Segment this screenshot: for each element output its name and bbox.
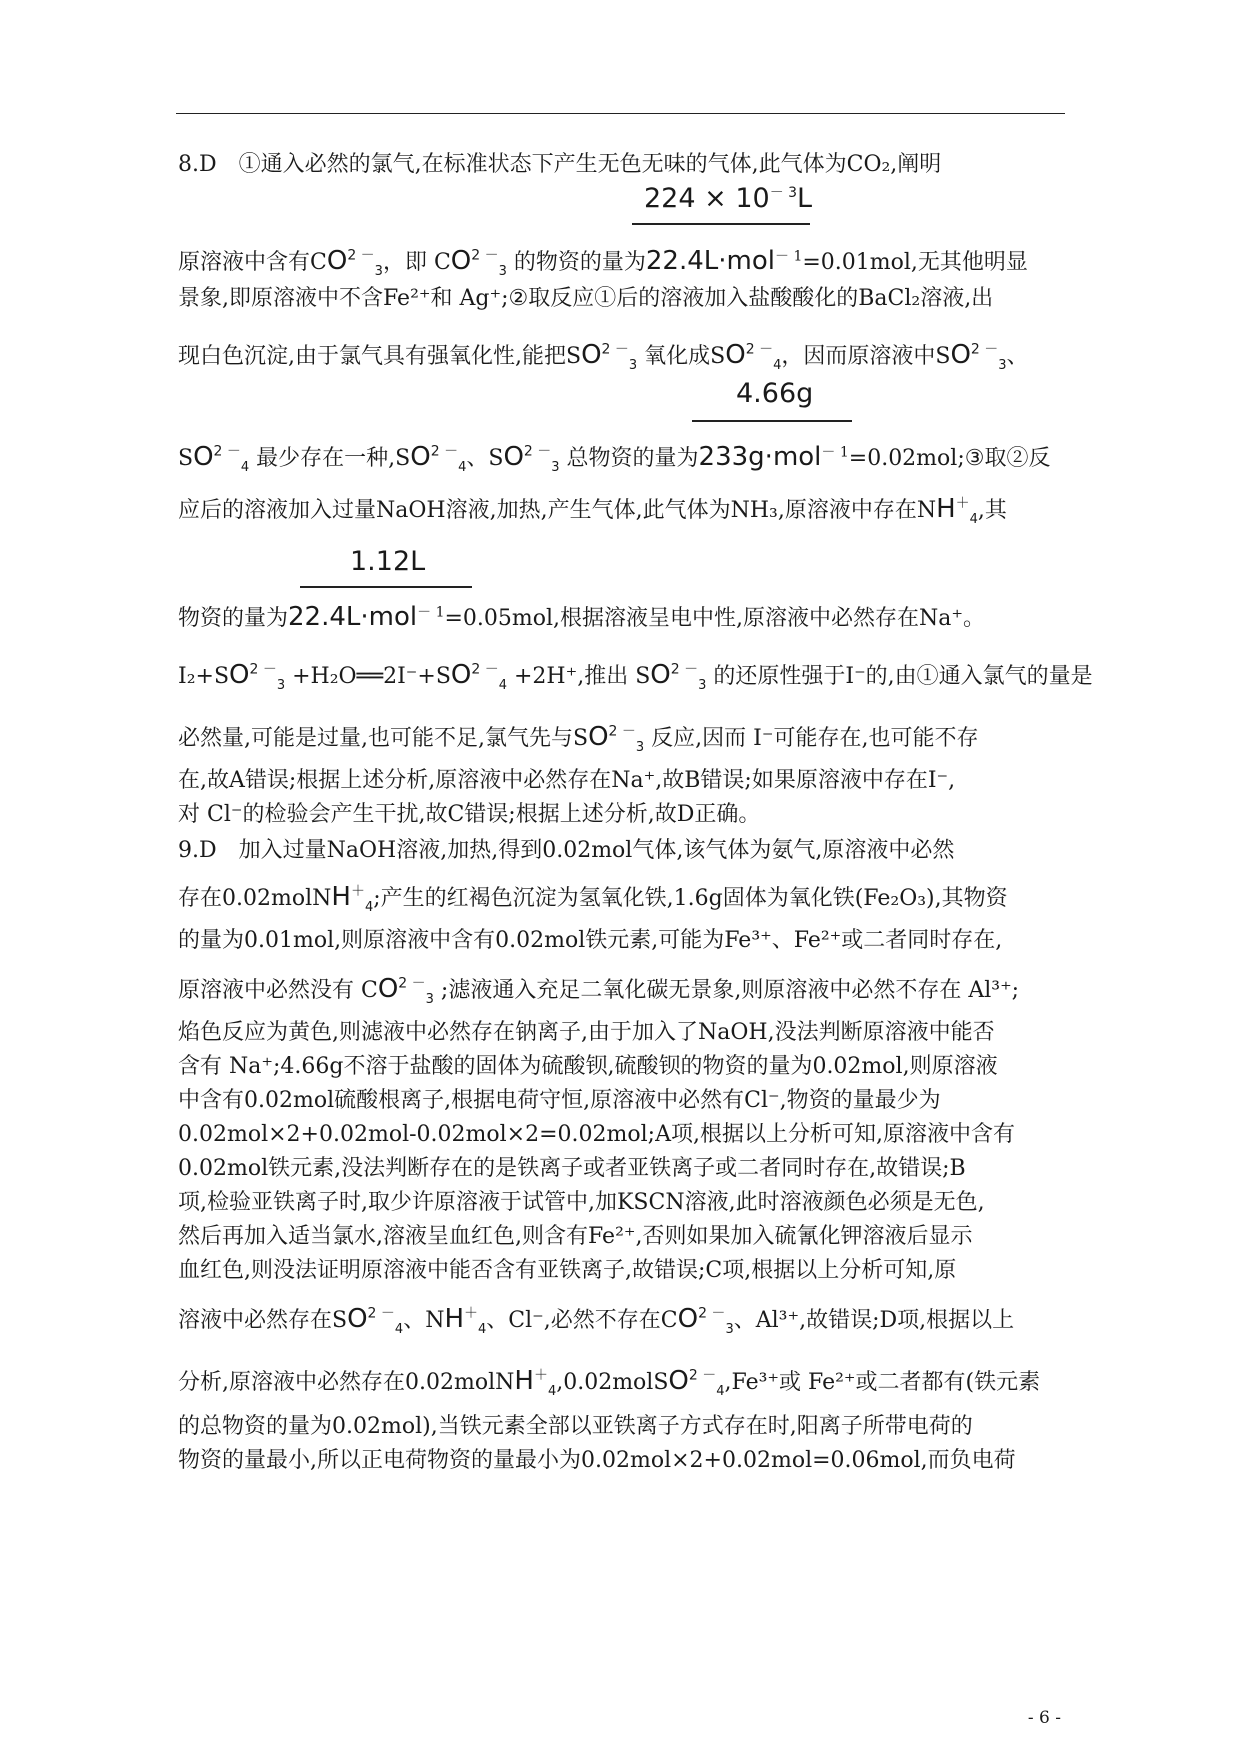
text-seg: 、S: [466, 446, 504, 471]
text-seg: 、: [1006, 344, 1029, 369]
ion-sub: 4: [364, 900, 374, 916]
ion-sub: 4: [547, 1384, 557, 1400]
ion-sub: 3: [374, 264, 383, 280]
p9-line-7: 中含有0.02mol硫酸根离子,根据电荷守恒,原溶液中必然有Cl⁻,物资的量最少为: [178, 1088, 941, 1113]
text-seg: +2H⁺,推出 S: [507, 664, 651, 689]
ion-charge: 2 －: [601, 341, 629, 358]
fraction-numerator: 4.66g: [736, 378, 814, 409]
p9-line-14: [178, 1366, 1040, 1398]
denominator-exp: － 1: [821, 444, 849, 461]
text-seg: 必然量,可能是过量,也可能不足,氯气先与S: [178, 726, 589, 751]
p8-line-1: 8.D ①通入必然的氯气,在标准状态下产生无色无味的气体,此气体为CO₂,阐明: [178, 152, 942, 177]
ion-sub: 4: [969, 512, 978, 528]
nh4-ion: [331, 882, 374, 916]
ion-sub: 3: [998, 358, 1007, 374]
p8-line-10: 在,故A错误;根据上述分析,原溶液中必然存在Na⁺,故B错误;如果原溶液中存在I⁻,: [178, 768, 956, 793]
text-seg: =0.01mol,无其他明显: [802, 250, 1028, 275]
text-seg: 分析,原溶液中必然存在0.02molN: [178, 1370, 515, 1395]
so4-ion: [725, 340, 782, 374]
co3-ion: [377, 974, 434, 1008]
ion-charge: ＋: [350, 883, 365, 900]
text-seg: +H₂O══2I⁻+S: [285, 664, 451, 689]
p8-line-2: [178, 246, 1028, 278]
p8-line-4: [178, 340, 1029, 372]
ion-charge: ＋: [955, 495, 970, 512]
ion-o: O: [377, 974, 399, 1004]
ion-h: H: [514, 1366, 534, 1396]
ion-charge: 2 －: [471, 661, 499, 678]
text-seg: 原溶液中含有C: [178, 250, 327, 275]
ion-charge: 2 －: [698, 1305, 726, 1322]
so4-ion: [347, 1304, 404, 1338]
text-seg: 、Al³⁺,故错误;D项,根据以上: [733, 1308, 1015, 1333]
ion-h: H: [444, 1304, 465, 1334]
p8-line-8: [178, 660, 1093, 692]
ion-sub: 3: [725, 1322, 734, 1338]
p9-line-13: [178, 1304, 1014, 1336]
fraction-denominator: 233g·mol: [698, 442, 822, 472]
text-seg: =0.05mol,根据溶液呈电中性,原溶液中必然存在Na⁺。: [444, 606, 986, 631]
ion-h: H: [936, 494, 956, 524]
fraction-bar: [632, 223, 810, 225]
ion-charge: 2 －: [745, 341, 774, 358]
ion-o: O: [326, 246, 348, 276]
nh4-ion: [444, 1304, 487, 1338]
text-seg: I₂+S: [178, 664, 230, 689]
ion-sub: 3: [628, 358, 638, 374]
co3-ion: [326, 246, 383, 280]
ion-sub: 3: [498, 264, 507, 280]
denominator-exp: － 1: [775, 248, 803, 265]
fraction-denominator: 22.4L·mol: [288, 602, 418, 632]
p9-line-3: 的量为0.01mol,则原溶液中含有0.02mol铁元素,可能为Fe³⁺、Fe²⁺或二者同时存在,: [178, 928, 1003, 953]
p9-line-1: 9.D 加入过量NaOH溶液,加热,得到0.02mol气体,该气体为氨气,原溶液中必然: [178, 838, 955, 863]
p8-line-9: [178, 722, 978, 754]
so3-ion: [588, 722, 645, 756]
co3-ion: [450, 246, 507, 280]
p9-line-5: 焰色反应为黄色,则滤液中必然存在钠离子,由于加入了NaOH,没法判断原溶液中能否: [178, 1020, 995, 1045]
p9-line-4: [178, 974, 1019, 1006]
p8-line-6: [178, 494, 1007, 526]
text-seg: 反应,因而 I⁻可能存在,也可能不存: [644, 726, 979, 751]
text-seg: 溶液中必然存在S: [178, 1308, 348, 1333]
ion-sub: 4: [478, 1322, 487, 1338]
text-seg: 应后的溶液加入过量NaOH溶液,加热,产生气体,此气体为NH₃,原溶液中存在N: [178, 498, 937, 523]
p9-line-8: 0.02mol×2+0.02mol-0.02mol×2=0.02mol;A项,根据以上分析可知,原溶液中含有: [178, 1122, 1015, 1147]
ion-sub: 4: [240, 460, 250, 476]
text-seg: 的还原性强于I⁻的,由①通入氯气的量是: [706, 664, 1093, 689]
fraction-denominator: 22.4L·mol: [645, 246, 775, 276]
ion-charge: 2 －: [608, 723, 636, 740]
so3-ion: [650, 660, 707, 694]
text-seg: 最少存在一种,S: [249, 446, 411, 471]
ion-charge: 2 －: [367, 1305, 395, 1322]
ion-o: O: [347, 1304, 368, 1334]
co3-ion: [677, 1304, 734, 1338]
ion-o: O: [503, 442, 524, 472]
ion-sub: 3: [276, 678, 286, 694]
text-seg: 、Cl⁻,必然不存在C: [486, 1308, 678, 1333]
so3-ion: [229, 660, 286, 694]
ion-charge: 2 －: [523, 443, 552, 460]
p9-line-10: 项,检验亚铁离子时,取少许原溶液于试管中,加KSCN溶液,此时溶液颜色必须是无色,: [178, 1190, 985, 1215]
ion-sub: 4: [394, 1322, 404, 1338]
text-seg: ，因而原溶液中S: [781, 344, 951, 369]
ion-charge: 2 －: [398, 975, 426, 992]
p9-line-15: 的总物资的量为0.02mol),当铁元素全部以亚铁离子方式存在时,阳离子所带电荷的: [178, 1414, 973, 1439]
fraction-bar: [300, 586, 472, 588]
p9-line-16: 物资的量最小,所以正电荷物资的量最小为0.02mol×2+0.02mol=0.06mol,而负电荷: [178, 1448, 1016, 1473]
text-seg: =0.02mol;③取②反: [848, 446, 1051, 471]
text-seg: 的物资的量为: [506, 250, 646, 275]
text-seg: 现白色沉淀,由于氯气具有强氧化性,能把S: [178, 344, 582, 369]
ion-sub: 4: [773, 358, 782, 374]
so3-ion: [581, 340, 638, 374]
ion-sub: 4: [498, 678, 507, 694]
page-number: - 6 -: [1027, 1708, 1061, 1728]
nh4-ion: [514, 1366, 557, 1400]
ion-charge: 2 －: [471, 247, 499, 264]
ion-sub: 3: [698, 678, 707, 694]
text-seg: 总物资的量为: [559, 446, 699, 471]
text-seg: S: [178, 446, 194, 471]
ion-o: O: [450, 660, 472, 690]
ion-sub: 3: [635, 740, 645, 756]
p9-line-11: 然后再加入适当氯水,溶液呈血红色,则含有Fe²⁺,否则如果加入硫氰化钾溶液后显示: [178, 1224, 973, 1249]
text-seg: 物资的量为: [178, 606, 289, 631]
ion-charge: 2 －: [430, 443, 459, 460]
text-seg: 原溶液中必然没有 C: [178, 978, 378, 1003]
so4-ion: [450, 660, 507, 694]
p8-line-5: [178, 442, 1050, 474]
ion-sub: 4: [458, 460, 467, 476]
so4-ion: [410, 442, 467, 476]
ion-charge: 2 －: [688, 1367, 717, 1384]
p9-line-12: 血红色,则没法证明原溶液中能否含有亚铁离子,故错误;C项,根据以上分析可知,原: [178, 1258, 957, 1283]
ion-charge: 2 －: [347, 247, 375, 264]
numerator-unit: L: [797, 183, 813, 214]
text-seg: 存在0.02molN: [178, 886, 332, 911]
nh4-ion: [936, 494, 978, 528]
so3-ion: [503, 442, 560, 476]
ion-o: O: [950, 340, 971, 370]
so4-ion: [668, 1366, 725, 1400]
p9-line-9: 0.02mol铁元素,没法判断存在的是铁离子或者亚铁离子或二者同时存在,故错误;B: [178, 1156, 966, 1181]
ion-o: O: [193, 442, 214, 472]
ion-charge: 2 －: [213, 443, 241, 460]
ion-sub: 3: [425, 992, 434, 1008]
header-rule: [176, 113, 1065, 114]
ion-o: O: [668, 1366, 689, 1396]
ion-o: O: [410, 442, 431, 472]
denominator-exp: － 1: [417, 604, 445, 621]
ion-charge: 2 －: [970, 341, 999, 358]
p8-line-7: [178, 602, 985, 634]
text-seg: ，即 C: [382, 250, 451, 275]
ion-o: O: [229, 660, 250, 690]
numerator-exp: － 3: [769, 185, 798, 201]
p8-line-3: 景象,即原溶液中不含Fe²⁺和 Ag⁺;②取反应①后的溶液加入盐酸酸化的BaCl₂溶液,出: [178, 286, 994, 311]
numerator-text: 224 × 10: [644, 183, 770, 214]
so4-ion: [193, 442, 250, 476]
text-seg: ,Fe³⁺或 Fe²⁺或二者都有(铁元素: [724, 1370, 1041, 1395]
ion-sub: 4: [716, 1384, 725, 1400]
text-seg: ,其: [977, 498, 1007, 523]
text-seg: ,0.02molS: [556, 1370, 669, 1395]
text-seg: ;滤液通入充足二氧化碳无景象,则原溶液中必然不存在 Al³⁺;: [433, 978, 1020, 1003]
text-seg: ;产生的红褐色沉淀为氢氧化铁,1.6g固体为氧化铁(Fe₂O₃),其物资: [373, 886, 1008, 911]
ion-charge: ＋: [533, 1367, 548, 1384]
p9-line-6: 含有 Na⁺;4.66g不溶于盐酸的固体为硫酸钡,硫酸钡的物资的量为0.02mol,则原溶液: [178, 1054, 998, 1079]
ion-sub: 3: [551, 460, 560, 476]
fraction-bar: [692, 420, 852, 422]
ion-charge: 2 －: [249, 661, 277, 678]
so3-ion: [950, 340, 1007, 374]
ion-o: O: [725, 340, 746, 370]
ion-o: O: [677, 1304, 699, 1334]
ion-o: O: [450, 246, 472, 276]
fraction-numerator: [644, 183, 812, 214]
fraction-numerator: 1.12L: [350, 546, 426, 577]
ion-o: O: [588, 722, 609, 752]
text-seg: 、N: [403, 1308, 445, 1333]
ion-o: O: [581, 340, 602, 370]
text-seg: 氧化成S: [637, 344, 726, 369]
ion-h: H: [331, 882, 351, 912]
ion-charge: ＋: [464, 1305, 479, 1322]
p8-line-11: 对 Cl⁻的检验会产生干扰,故C错误;根据上述分析,故D正确。: [178, 802, 761, 827]
ion-charge: 2 －: [670, 661, 699, 678]
p9-line-2: [178, 882, 1008, 914]
ion-o: O: [650, 660, 671, 690]
